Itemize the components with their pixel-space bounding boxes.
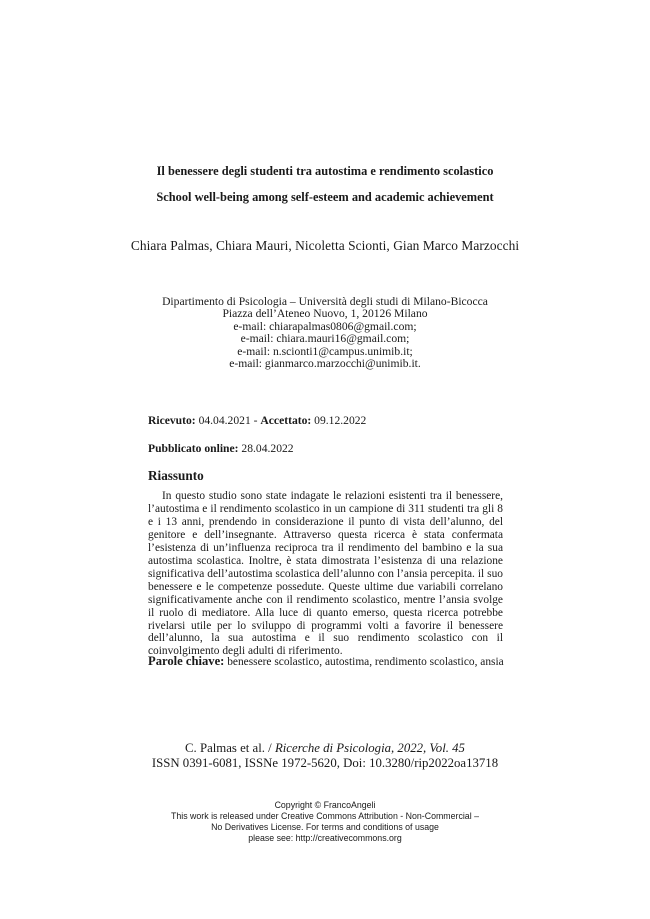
license-line: please see: http://creativecommons.org — [248, 832, 402, 843]
keywords-label: Parole chiave: — [148, 654, 225, 668]
email-line: e-mail: gianmarco.marzocchi@unimib.it. — [229, 357, 421, 371]
date-separator: - — [250, 414, 261, 427]
accepted-label: Accettato: — [260, 414, 312, 427]
journal-name: Ricerche di Psicologia, 2022, Vol. 45 — [274, 741, 465, 755]
email-line: e-mail: n.scionti1@campus.unimib.it; — [237, 344, 413, 358]
title-english: School well-being among self-esteem and academic achievement — [156, 190, 494, 204]
authors: Chiara Palmas, Chiara Mauri, Nicoletta Scionti, Gian Marco Marzocchi — [130, 238, 520, 253]
citation-line — [0, 741, 650, 756]
affiliation-department: Dipartimento di Psicologia – Università degli studi di Milano-Bicocca — [162, 295, 488, 308]
abstract-heading: Riassunto — [148, 468, 204, 483]
received-label: Ricevuto: — [148, 414, 196, 427]
published-online — [148, 442, 294, 455]
published-date: 28.04.2022 — [241, 442, 294, 455]
email-line: e-mail: chiara.mauri16@gmail.com; — [240, 332, 410, 346]
keywords-text: benessere scolastico, autostima, rendimento scolastico, ansia — [224, 656, 504, 668]
affiliation — [0, 296, 650, 370]
affiliation-address: Piazza dell’Ateneo Nuovo, 1, 20126 Milano — [222, 307, 428, 321]
license-line: This work is released under Creative Commons Attribution - Non-Commercial – — [170, 810, 479, 821]
abstract-body — [148, 490, 503, 658]
keywords — [148, 654, 508, 669]
accepted-date: 09.12.2022 — [314, 414, 367, 427]
citation — [0, 741, 650, 770]
received-accepted — [148, 414, 366, 427]
email-line: e-mail: chiarapalmas0806@gmail.com; — [233, 319, 417, 333]
abstract-text: In questo studio sono state indagate le relazioni esistenti tra il benessere, l’autostima e il rendimento scolastico in un campione di 311 studenti tra gli 8 e i 13 anni, prendendo in considerazione il punto di vista dell’alunno, del genitore e dell’insegnante. Attraverso questa ricerca è stata confermata l’esistenza di un’influenza reciproca tra il rendimento del bambino e la sua autostima scolastica. Inoltre, è stata dimostrata l’esistenza di una relazione significativa dell’autostima scolastica dell’alunno con l’ansia percepita. il suo benessere e le competenze possedute. Queste ultime due variabili correlano significativamente anche con il rendimento scolastico, mentre l’ansia svolge il ruolo di mediatore. Alla luce di quanto emerso, questa ricerca potrebbe rivelarsi utile per lo sviluppo di programmi volti a favorire il benessere dell’alunno, la sua autostima e il suo rendimento scolastico con il coinvolgimento degli adulti di riferimento. — [148, 490, 503, 658]
citation-prefix: C. Palmas et al. / — [185, 741, 275, 755]
copyright-line: Copyright © FrancoAngeli — [274, 800, 376, 810]
license-notice — [0, 800, 650, 844]
received-date: 04.04.2021 — [198, 414, 251, 427]
license-line: No Derivatives License. For terms and conditions of usage — [211, 821, 439, 832]
title-italian: Il benessere degli studenti tra autostima e rendimento scolastico — [156, 164, 494, 178]
published-label: Pubblicato online: — [148, 442, 239, 455]
citation-ids: ISSN 0391-6081, ISSNe 1972-5620, Doi: 10.3280/rip2022oa13718 — [151, 755, 499, 770]
